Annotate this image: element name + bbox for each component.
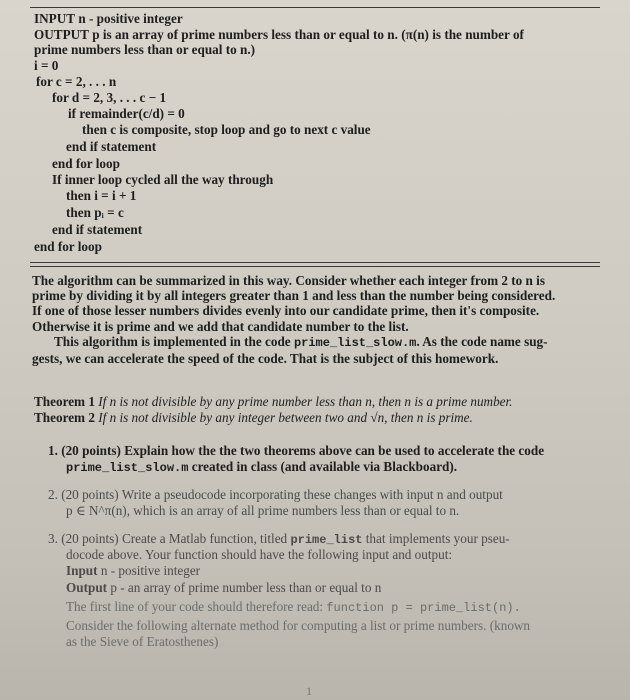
- algo-line-10: then pᵢ = c: [66, 205, 124, 220]
- question-3-line-1: 3. (20 points) Create a Matlab function, titled prime_list that implements your pseu-: [48, 531, 510, 547]
- output-line: [34, 27, 524, 42]
- algo-line-1: i = 0: [34, 58, 59, 73]
- middle-rule-2: [30, 266, 600, 267]
- implementation-line: This algorithm is implemented in the code prime_list_slow.m. As the code name sug-: [54, 333, 548, 350]
- summary-line-6: gests, we can accelerate the speed of the code. That is the subject of this homework.: [32, 351, 499, 367]
- summary-line-4: Otherwise it is prime and we add that candidate number to the list.: [32, 318, 409, 334]
- theorem-2: [34, 410, 473, 425]
- summary-line-1: The algorithm can be summarized in this way. Consider whether each integer from 2 to n is: [32, 273, 545, 288]
- algo-line-12: end for loop: [34, 239, 102, 254]
- theorem-2-label: Theorem 2: [34, 410, 95, 425]
- question-2-line-2: p ∈ N^π(n), which is an array of all prime numbers less than or equal to n.: [66, 503, 460, 518]
- algo-line-4: if remainder(c/d) = 0: [68, 106, 185, 121]
- question-3-line-2: docode above. Your function should have the following input and output:: [66, 547, 453, 562]
- input-label: INPUT: [34, 11, 76, 26]
- output-text-1: p is an array of prime numbers less than or equal to n. (π(n) is the number of: [92, 27, 524, 42]
- top-rule: [30, 7, 600, 8]
- summary-line-3: If one of those lesser numbers divides evenly into our candidate prime, then it's composite.: [32, 303, 540, 319]
- middle-rule: [30, 262, 600, 263]
- question-3-first-line: The first line of your code should therefore read: function p = prime_list(n).: [66, 599, 521, 615]
- theorem-1-text: If n is not divisible by any prime number less than n, then n is a prime number.: [98, 394, 513, 409]
- question-1-line-2: prime_list_slow.m created in class (and available via Blackboard).: [66, 459, 458, 475]
- question-2-line-1: 2. (20 points) Write a pseudocode incorporating these changes with input n and output: [48, 487, 503, 502]
- question-3-output: Output p - an array of prime number less than or equal to n: [66, 580, 382, 595]
- algo-line-7: end for loop: [52, 156, 120, 171]
- code-name: prime_list_slow.m: [293, 335, 417, 350]
- theorem-2-text: If n is not divisible by any integer between two and √n, then n is prime.: [98, 410, 473, 425]
- theorem-1: [34, 394, 512, 409]
- algo-line-3: for d = 2, 3, . . . c − 1: [52, 90, 167, 105]
- question-3-input: Input n - positive integer: [66, 563, 201, 578]
- algo-line-6: end if statement: [66, 139, 157, 154]
- question-3-consider-1: Consider the following alternate method for computing a list or prime numbers. (known: [66, 618, 531, 633]
- algo-line-2: for c = 2, . . . n: [36, 74, 117, 89]
- summary-paragraph: [32, 273, 600, 366]
- algo-line-8: If inner loop cycled all the way through: [52, 172, 274, 187]
- theorem-1-label: Theorem 1: [34, 394, 95, 409]
- output-label: OUTPUT: [34, 27, 89, 42]
- page-number: 1: [306, 684, 312, 698]
- algo-line-11: end if statement: [52, 222, 143, 237]
- question-1-line-1: 1. (20 points) Explain how the the two theorems above can be used to accelerate the code: [48, 443, 545, 458]
- algo-line-5: then c is composite, stop loop and go to next c value: [82, 122, 371, 137]
- input-line: [34, 11, 183, 26]
- algo-line-9: then i = i + 1: [66, 188, 137, 203]
- question-3-consider-2: as the Sieve of Eratosthenes): [66, 634, 219, 649]
- output-text-2: prime numbers less than or equal to n.): [34, 42, 256, 57]
- input-text: n - positive integer: [78, 11, 183, 26]
- summary-line-2: prime by dividing it by all integers greater than 1 and less than the number being considered.: [32, 288, 556, 304]
